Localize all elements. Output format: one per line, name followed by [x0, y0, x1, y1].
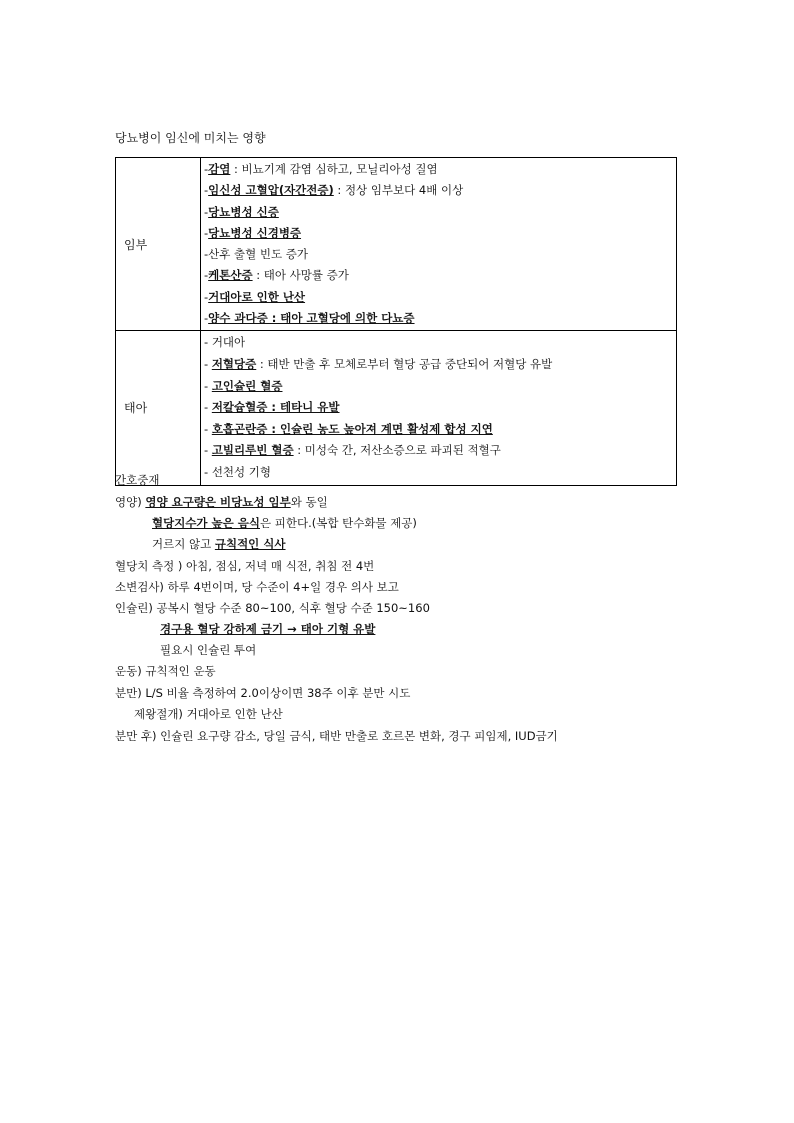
item-bullet: -: [204, 225, 209, 240]
fetus-effects-list: [204, 332, 676, 483]
exercise-line: 운동) 규칙적인 운동: [115, 664, 216, 678]
list-item: [204, 308, 676, 329]
delivery-line-1: 분만) L/S 비율 측정하여 2.0이상이면 38주 이후 분만 시도: [115, 686, 411, 700]
list-item: [204, 244, 676, 265]
effects-table: [115, 157, 677, 486]
nutrition-key-2: 혈당지수가 높은 음식: [152, 516, 260, 530]
nutrition-pre-3: 거르지 않고: [152, 537, 215, 551]
item-description: : 비뇨기계 감염 심하고, 모닐리아성 질염: [230, 162, 438, 176]
row-label-fetus: 태아: [116, 331, 201, 485]
item-bullet: -: [204, 268, 209, 283]
list-item: [204, 223, 676, 244]
nutrition-line-2: [152, 515, 417, 531]
item-bullet: -: [204, 335, 212, 350]
postpartum-line: 분만 후) 인슐린 요구량 감소, 당일 금식, 태반 만출로 호르몬 변화, 경구 피임제, IUD금기: [115, 729, 558, 743]
item-bullet: -: [204, 443, 212, 458]
item-bullet: -: [204, 464, 212, 479]
list-item: [204, 159, 676, 180]
item-description: 거대아: [211, 335, 246, 350]
nutrition-rest-2: 은 피한다.(복합 탄수화물 제공): [260, 516, 417, 530]
item-key-term: 호흡곤란증 : 인슐린 농도 높아져 계면 활성제 합성 지연: [211, 421, 493, 436]
list-item: [204, 376, 676, 398]
list-item: [204, 440, 676, 462]
item-key-term: 고빌리루빈 혈증: [211, 443, 294, 458]
list-item: [204, 332, 676, 354]
item-bullet: -: [204, 400, 212, 415]
item-key-term: 거대아로 인한 난산: [208, 289, 306, 304]
item-bullet: -: [204, 183, 209, 198]
insulin-line-2: [160, 621, 375, 637]
item-bullet: -: [204, 378, 212, 393]
glucose-line: 혈당치 측정 ) 아침, 점심, 저녁 매 식전, 취침 전 4번: [115, 559, 375, 573]
nutrition-line-3: [152, 536, 286, 552]
item-bullet: -: [204, 289, 209, 304]
item-key-term: 감염: [208, 162, 231, 176]
delivery-line-2: 제왕절개) 거대아로 인한 난산: [134, 707, 283, 721]
item-description: 선천성 기형: [211, 464, 272, 479]
mother-effects-list: [204, 159, 676, 329]
nutrition-line-1: [115, 494, 328, 510]
item-key-term: 임신성 고혈압(자간전증): [208, 183, 334, 198]
item-description: : 태반 만출 후 모체로부터 혈당 공급 중단되어 저혈당 유발: [256, 356, 553, 371]
insulin-line-3: 필요시 인슐린 투여: [160, 643, 257, 657]
list-item: [204, 287, 676, 308]
item-key-term: 당뇨병성 신경병증: [208, 225, 302, 240]
nutrition-lead: 영양): [115, 495, 146, 509]
nutrition-rest-1: 와 동일: [290, 495, 328, 509]
item-description: : 태아 사망률 증가: [252, 268, 349, 283]
item-bullet: -: [204, 204, 209, 219]
item-description: : 미성숙 간, 저산소증으로 파괴된 적혈구: [293, 443, 501, 458]
row-label-mother: 임부: [116, 158, 201, 331]
list-item: [204, 397, 676, 419]
item-description: : 정상 임부보다 4배 이상: [333, 183, 464, 198]
table-row-mother: [116, 158, 677, 331]
list-item: [204, 419, 676, 441]
item-bullet: -: [204, 247, 209, 262]
urine-line: 소변검사) 하루 4번이며, 당 수준이 4+일 경우 의사 보고: [115, 580, 399, 594]
list-item: [204, 462, 676, 484]
insulin-key-2: 경구용 혈당 강하제 금기 → 태아 기형 유발: [160, 622, 376, 636]
item-bullet: -: [204, 421, 212, 436]
list-item: [204, 265, 676, 286]
list-item: [204, 180, 676, 201]
item-bullet: -: [204, 162, 209, 176]
item-key-term: 저칼슘혈증 : 테타니 유발: [211, 400, 340, 415]
nutrition-key-1: 영양 요구량은 비당뇨성 임부: [145, 495, 291, 509]
list-item: [204, 202, 676, 223]
list-item: [204, 354, 676, 376]
page-title: 당뇨병이 임신에 미치는 영향: [115, 131, 266, 145]
table-row-fetus: [116, 331, 677, 485]
nutrition-key-3: 규칙적인 식사: [214, 537, 286, 551]
nursing-heading: 간호중재: [115, 473, 160, 487]
item-key-term: 저혈당증: [211, 356, 257, 371]
item-key-term: 케톤산증: [208, 268, 253, 283]
item-key-term: 양수 과다증 : 태아 고혈당에 의한 다뇨증: [208, 311, 415, 326]
item-bullet: -: [204, 311, 209, 326]
item-key-term: 당뇨병성 신증: [208, 204, 279, 219]
item-bullet: -: [204, 356, 212, 371]
insulin-line-1: 인슐린) 공복시 혈당 수준 80~100, 식후 혈당 수준 150~160: [115, 601, 430, 615]
item-description: 산후 출혈 빈도 증가: [208, 247, 308, 262]
item-key-term: 고인슐린 혈증: [211, 378, 283, 393]
